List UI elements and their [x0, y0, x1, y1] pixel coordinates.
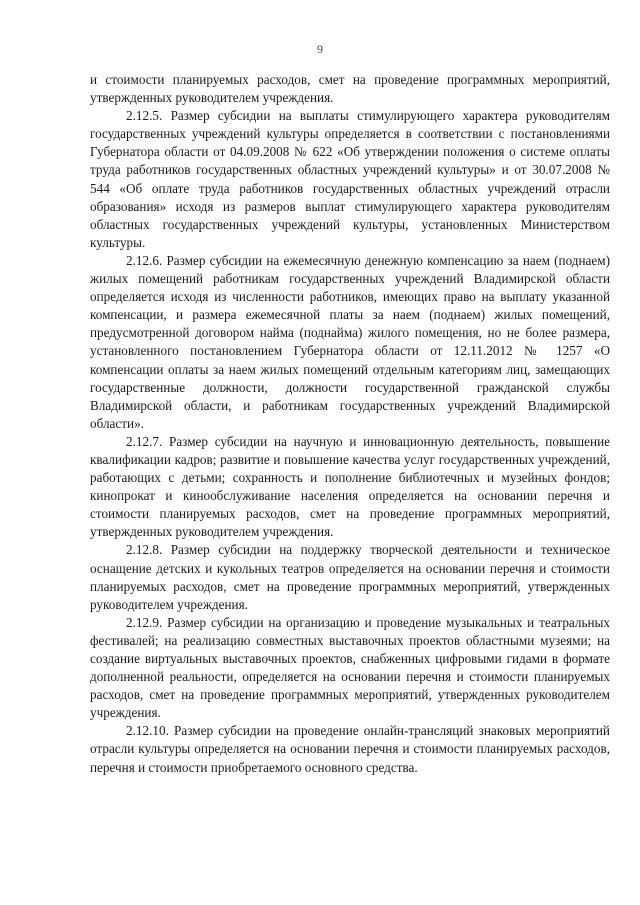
paragraph-2-12-10: 2.12.10. Размер субсидии на проведение онлайн-трансляций знаковых мероприятий отрасли культуры определяется на основании перечня и стоимости планируемых расходов, перечня и стоимости приобретаемого основного средства.	[90, 723, 610, 775]
paragraph-2-12-5: 2.12.5. Размер субсидии на выплаты стимулирующего характера руководителям государственных учреждений культуры определяется в соответствии с постановлениями Губернатора области от 04.09.2008 № 622 «Об утверждении положения о системе оплаты труда работников государственных областных учреждений культуры» и от 30.07.2008 № 544 «Об оплате труда работников государственных областных учреждений отрасли образования» исходя из размеров выплат стимулирующего характера руководителям областных государственных учреждений культуры, установленных Министерством культуры.	[90, 108, 610, 250]
paragraph-2-12-7: 2.12.7. Размер субсидии на научную и инновационную деятельность, повышение квалификации кадров; развитие и повышение качества услуг государственных учреждений, работающих с детьми; сохранность и пополнение библиотечных и музейных фондов; кинопрокат и кинообслуживание населения определяется на основании перечня и стоимости планируемых расходов, смет на проведение программных мероприятий, утвержденных руководителем учреждения.	[90, 433, 610, 540]
paragraph-2-12-8: 2.12.8. Размер субсидии на поддержку творческой деятельности и техническое оснащение детских и кукольных театров определяется на основании перечня и стоимости планируемых расходов, смет на проведение программных мероприятий, утвержденных руководителем учреждения.	[90, 542, 610, 612]
document-body	[90, 71, 610, 777]
page-number: 9	[317, 42, 323, 56]
paragraph-2-12-9: 2.12.9. Размер субсидии на организацию и проведение музыкальных и театральных фестивалей; на реализацию совместных выставочных проектов областными музеями; на создание виртуальных выставочных проектов, снабженных цифровыми гидами в формате дополненной реальности, определяется на основании перечня и стоимости планируемых расходов, смет на проведение программных мероприятий, утвержденных руководителем учреждения.	[90, 614, 610, 721]
paragraph-continuation: и стоимости планируемых расходов, смет на проведение программных мероприятий, утвержденных руководителем учреждения.	[90, 72, 610, 106]
paragraph-2-12-6: 2.12.6. Размер субсидии на ежемесячную денежную компенсацию за наем (поднаем) жилых помещений работникам государственных учреждений Владимирской области определяется исходя из численности работников, имеющих право на выплату указанной компенсации, и размера ежемесячной платы за наем (поднаем) жилых помещений, предусмотренной договором найма (поднайма) жилого помещения, но не более размера, установленного постановлением Губернатора области от 12.11.2012 № 1257 «О компенсации оплаты за наем жилых помещений отдельным категориям лиц, замещающих государственные должности, должности государственной гражданской службы Владимирской области, и работникам государственных учреждений Владимирской области».	[90, 252, 610, 431]
